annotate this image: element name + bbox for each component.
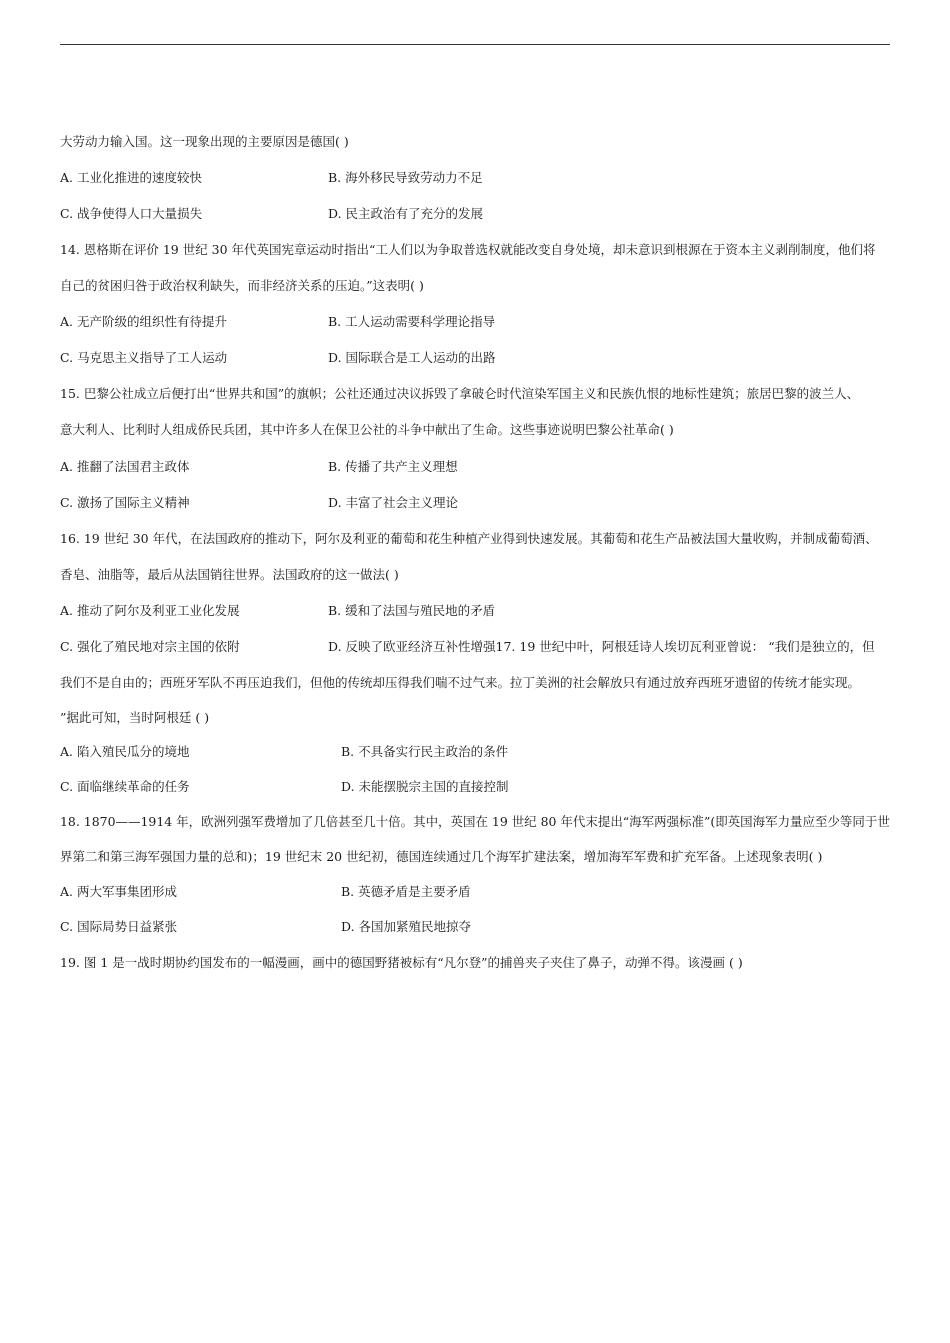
q17-option-b: B. 不具备实行民主政治的条件	[341, 744, 509, 759]
q16-option-b: B. 缓和了法国与殖民地的矛盾	[328, 603, 496, 618]
q14-option-d: D. 国际联合是工人运动的出路	[328, 350, 496, 365]
question-15-stem-line1: 15. 巴黎公社成立后便打出“世界共和国”的旗帜；公社还通过决议拆毁了拿破仑时代渲染军国主义和民族仇恨的地标性建筑；旅居巴黎的波兰人、	[60, 386, 860, 401]
q15-option-b: B. 传播了共产主义理想	[328, 459, 458, 474]
question-14-stem-line1: 14. 恩格斯在评价 19 世纪 30 年代英国宪章运动时指出“工人们以为争取普选权就能改变自身处境，却未意识到根源在于资本主义剥削制度，他们将	[60, 242, 876, 257]
q17-option-d: D. 未能摆脱宗主国的直接控制	[341, 779, 509, 794]
q15-option-d: D. 丰富了社会主义理论	[328, 495, 459, 510]
q15-option-c: C. 激扬了国际主义精神	[60, 495, 190, 510]
question-15-stem-line2: 意大利人、比利时人组成侨民兵团，其中许多人在保卫公社的斗争中献出了生命。这些事迹说明巴黎公社革命( )	[60, 422, 674, 437]
q18-option-b: B. 英德矛盾是主要矛盾	[341, 884, 471, 899]
q18-option-a: A. 两大军事集团形成	[60, 884, 177, 899]
question-18-stem-line1: 18. 1870——1914 年，欧洲列强军费增加了几倍甚至几十倍。其中，英国在 19 世纪 80 年代末提出“海军两强标准”(即英国海军力量应至少等同于世	[60, 814, 890, 829]
q16-option-c: C. 强化了殖民地对宗主国的依附	[60, 639, 240, 654]
question-19-stem-line1: 19. 图 1 是一战时期协约国发布的一幅漫画，画中的德国野猪被标有“凡尔登”的捕兽夹子夹住了鼻子，动弹不得。该漫画 ( )	[60, 955, 743, 970]
question-16-stem-line2: 香皂、油脂等，最后从法国销往世界。法国政府的这一做法( )	[60, 567, 399, 582]
q13-option-a: A. 工业化推进的速度较快	[60, 170, 202, 185]
q13-option-b: B. 海外移民导致劳动力不足	[328, 170, 483, 185]
question-17-stem-line2: 我们不是自由的；西班牙军队不再压迫我们，但他的传统却压得我们喘不过气来。拉丁美洲的社会解放只有通过放弃西班牙遗留的传统才能实现。	[60, 675, 861, 690]
q17-option-a: A. 陷入殖民瓜分的境地	[60, 744, 190, 759]
q13-option-c: C. 战争使得人口大量损失	[60, 206, 203, 221]
question-18-stem-line2: 界第二和第三海军强国力量的总和)；19 世纪末 20 世纪初，德国连续通过几个海军扩建法案，增加海军军费和扩充军备。上述现象表明( )	[60, 849, 823, 864]
question-14-stem-line2: 自己的贫困归咎于政治权利缺失，而非经济关系的压迫。”这表明( )	[60, 278, 424, 293]
q14-option-b: B. 工人运动需要科学理论指导	[328, 314, 496, 329]
q14-option-c: C. 马克思主义指导了工人运动	[60, 350, 228, 365]
header-rule	[60, 44, 890, 45]
question-13-stem-tail: 大劳动力输入国。这一现象出现的主要原因是德国( )	[60, 134, 349, 149]
q18-option-c: C. 国际局势日益紧张	[60, 919, 178, 934]
q18-option-d: D. 各国加紧殖民地掠夺	[341, 919, 472, 934]
question-16-stem-line1: 16. 19 世纪 30 年代，在法国政府的推动下，阿尔及利亚的葡萄和花生种植产业得到快速发展。其葡萄和花生产品被法国大量收购，并制成葡萄酒、	[60, 531, 878, 546]
q17-option-c: C. 面临继续革命的任务	[60, 779, 190, 794]
q15-option-a: A. 推翻了法国君主政体	[60, 459, 190, 474]
q16-option-d-and-q17-start: D. 反映了欧亚经济互补性增强17. 19 世纪中叶，阿根廷诗人埃切瓦利亚曾说： “我们是独立的，但	[328, 639, 875, 654]
q16-option-a: A. 推动了阿尔及利亚工业化发展	[60, 603, 240, 618]
q14-option-a: A. 无产阶级的组织性有待提升	[60, 314, 227, 329]
q13-option-d: D. 民主政治有了充分的发展	[328, 206, 484, 221]
question-17-stem-line3: ”据此可知，当时阿根廷 ( )	[60, 710, 210, 725]
